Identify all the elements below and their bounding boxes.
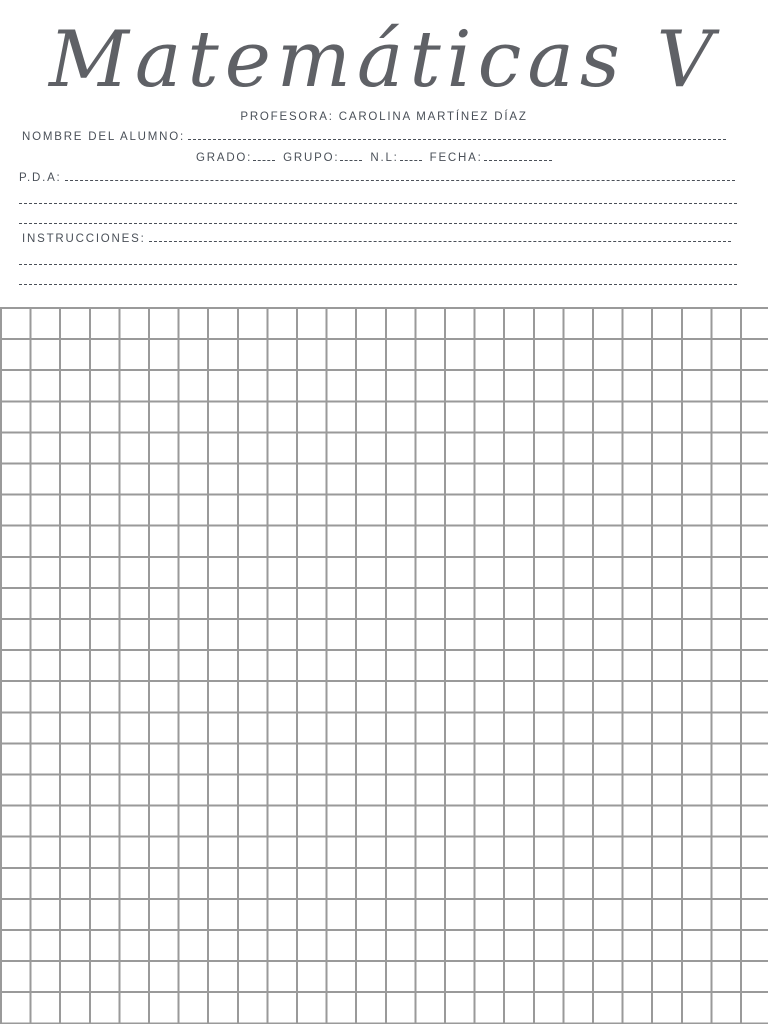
student-name-row <box>22 131 726 143</box>
pda-row <box>19 172 735 184</box>
group-field[interactable] <box>340 152 362 161</box>
date-field[interactable] <box>484 152 552 161</box>
teacher-name: PROFESORA: CAROLINA MARTÍNEZ DÍAZ <box>240 111 528 123</box>
pda-field[interactable] <box>65 172 735 181</box>
nl-field[interactable] <box>400 152 422 161</box>
group-label: GRUPO: <box>283 152 340 164</box>
page-title: Matemáticas V <box>49 15 719 105</box>
student-name-label: NOMBRE DEL ALUMNO: <box>22 131 185 143</box>
pda-blank-line[interactable] <box>19 203 737 204</box>
graph-paper-grid[interactable] <box>0 307 768 1024</box>
instructions-label: INSTRUCCIONES: <box>22 233 146 245</box>
instructions-blank-line[interactable] <box>19 264 737 265</box>
grade-group-row <box>196 152 555 164</box>
student-name-field[interactable] <box>188 131 726 140</box>
nl-label: N.L: <box>370 152 399 164</box>
pda-label: P.D.A: <box>19 172 62 184</box>
grade-label: GRADO: <box>196 152 253 164</box>
pda-blank-line[interactable] <box>19 223 737 224</box>
instructions-blank-line[interactable] <box>19 284 737 285</box>
teacher-line <box>0 111 768 123</box>
grade-field[interactable] <box>253 152 275 161</box>
date-label: FECHA: <box>429 152 483 164</box>
instructions-row <box>22 233 731 245</box>
instructions-field[interactable] <box>149 233 731 242</box>
